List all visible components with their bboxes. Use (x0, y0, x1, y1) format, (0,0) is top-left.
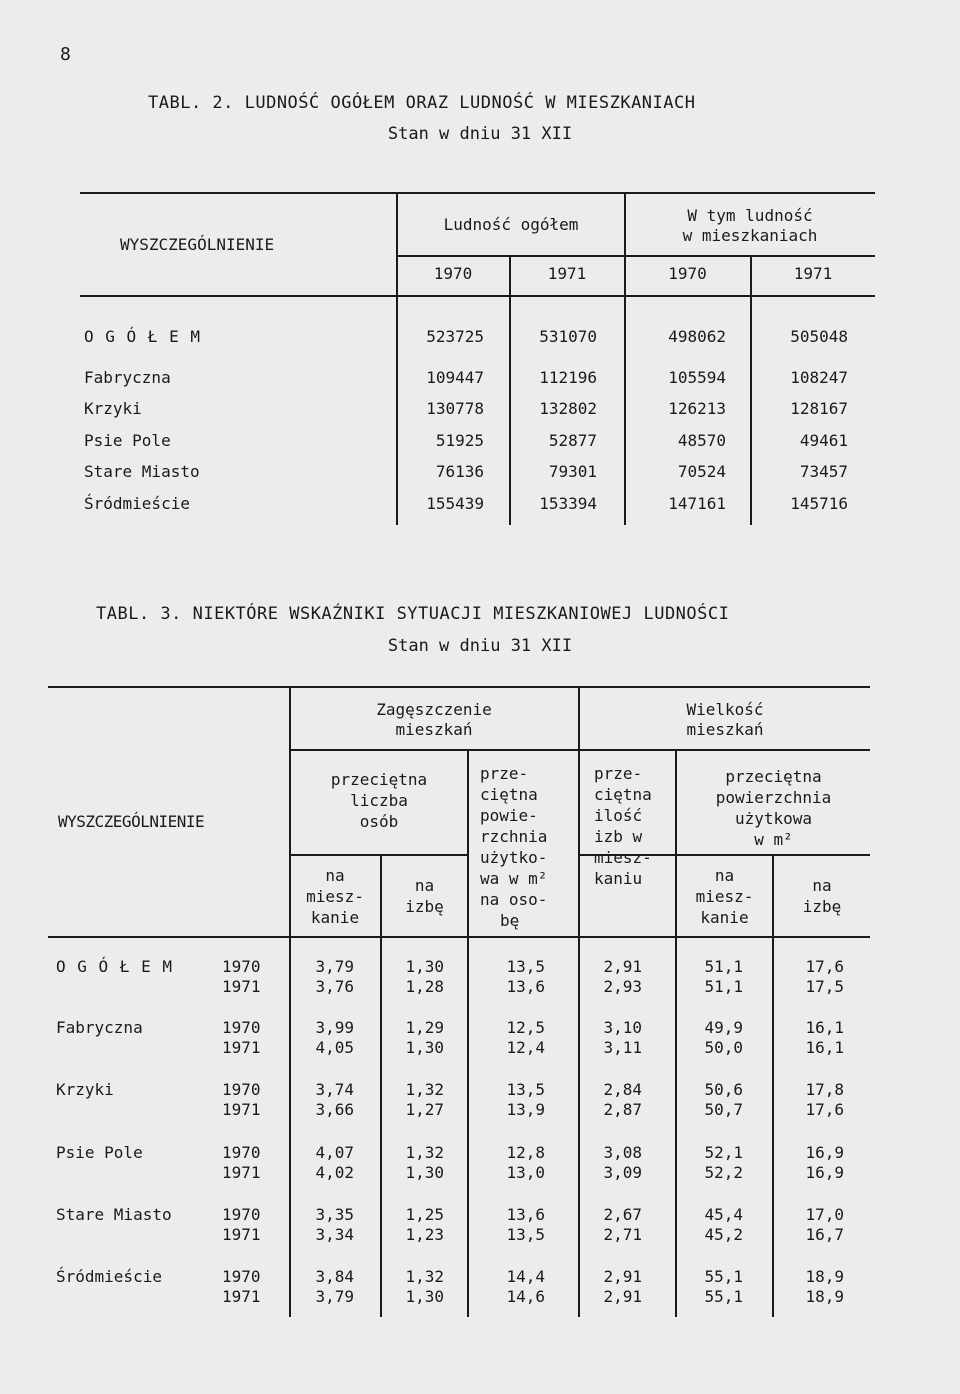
table3-row-year: 1970 (222, 1267, 261, 1286)
table2-row-label: Krzyki (84, 399, 142, 418)
header-text: powie- (480, 806, 538, 825)
table3-cell: 13,5 (506, 1225, 545, 1244)
table3-cell: 1,23 (405, 1225, 444, 1244)
table3-cell: 4,07 (315, 1143, 354, 1162)
table3-cell: 3,99 (315, 1018, 354, 1037)
header-text: bę (500, 911, 520, 930)
header-text: na (414, 876, 435, 895)
table3-cell: 13,5 (506, 957, 545, 976)
table3-cell: 13,9 (506, 1100, 545, 1119)
table3-row-year: 1971 (222, 1100, 261, 1119)
table3-cell: 12,5 (506, 1018, 545, 1037)
table2-cell: 531070 (539, 327, 597, 346)
table3-group1-header: Zagęszczenie (376, 700, 492, 719)
table2-row-label: O G Ó Ł E M (84, 327, 201, 346)
table3-group2-header: Wielkość (686, 700, 764, 719)
table2-cell: 145716 (790, 494, 848, 513)
table2-cell: 73457 (799, 462, 848, 481)
table3-cell: 45,4 (704, 1205, 743, 1224)
table3-cell: 3,76 (315, 977, 354, 996)
header-text: przeciętna (725, 767, 822, 786)
table3-cell: 13,0 (506, 1163, 545, 1182)
table3-group1-header: mieszkań (395, 720, 473, 739)
table3-row-year: 1970 (222, 1018, 261, 1037)
header-text: na oso- (480, 890, 548, 909)
header-text: izb w (594, 827, 643, 846)
table2-cell: 49461 (799, 431, 848, 450)
header-text: wa w m² (480, 869, 548, 888)
table3-cell: 12,4 (506, 1038, 545, 1057)
table3-cell: 2,91 (603, 1287, 642, 1306)
table3-cell: 2,87 (603, 1100, 642, 1119)
table2-group2-header: w mieszkaniach (682, 226, 818, 245)
table3-cell: 3,79 (315, 957, 354, 976)
table3-group2-header: mieszkań (686, 720, 764, 739)
table3-cell: 2,91 (603, 957, 642, 976)
table3-cell: 52,2 (704, 1163, 743, 1182)
header-text: izbę (802, 897, 842, 916)
table3-cell: 50,7 (704, 1100, 743, 1119)
table2-cell: 52877 (548, 431, 597, 450)
table2-cell: 51925 (435, 431, 484, 450)
table3-cell: 1,32 (405, 1080, 444, 1099)
table2-stub-header: WYSZCZEGÓLNIENIE (120, 235, 275, 254)
table3-row-year: 1971 (222, 1287, 261, 1306)
table3-cell: 16,1 (805, 1018, 844, 1037)
table3-row-year: 1970 (222, 1205, 261, 1224)
header-text: miesz- (695, 887, 754, 906)
header-text: prze- (480, 764, 529, 783)
table2-row-label: Stare Miasto (84, 462, 200, 481)
table2-cell: 79301 (548, 462, 597, 481)
table2-cell: 155439 (426, 494, 484, 513)
table3-cell: 49,9 (704, 1018, 743, 1037)
table3-cell: 1,27 (405, 1100, 444, 1119)
table2-subtitle: Stan w dniu 31 XII (387, 124, 573, 144)
table2-cell: 70524 (677, 462, 726, 481)
header-text: ciętna (480, 785, 538, 804)
table3-row-year: 1970 (222, 1143, 261, 1162)
table3-cell: 1,32 (405, 1267, 444, 1286)
header-text: kanie (700, 908, 749, 927)
table2-cell: 126213 (668, 399, 726, 418)
table2-row-label: Fabryczna (84, 368, 171, 387)
table3-cell: 2,71 (603, 1225, 642, 1244)
table3-cell: 16,7 (805, 1225, 844, 1244)
table3-cell: 1,28 (405, 977, 444, 996)
table2-year-header: 1971 (547, 264, 587, 283)
table3-cell: 2,67 (603, 1205, 642, 1224)
table3-row-label: Krzyki (56, 1080, 114, 1099)
header-text: na (714, 866, 735, 885)
header-text: na (812, 876, 832, 895)
table3-cell: 3,74 (315, 1080, 354, 1099)
table2-group1-header: Ludność ogółem (443, 215, 579, 234)
header-text: izbę (405, 897, 444, 916)
header-text: prze- (594, 764, 643, 783)
table3-stub-header: WYSZCZEGÓLNIENIE (58, 812, 205, 831)
header-text: osób (359, 812, 399, 831)
table2-cell: 76136 (435, 462, 484, 481)
table3-cell: 50,6 (704, 1080, 743, 1099)
header-text: ciętna (594, 785, 652, 804)
table3-cell: 45,2 (704, 1225, 743, 1244)
table3-cell: 1,30 (405, 957, 444, 976)
header-text: kanie (310, 908, 360, 927)
header-text: użytkowa (734, 809, 813, 828)
table3-cell: 1,30 (405, 1163, 444, 1182)
header-text: w m² (754, 830, 793, 849)
table2-cell: 108247 (790, 368, 848, 387)
table2-cell: 105594 (668, 368, 726, 387)
table3-cell: 55,1 (704, 1267, 743, 1286)
table3-cell: 1,30 (405, 1287, 444, 1306)
table2-cell: 128167 (790, 399, 848, 418)
table3-cell: 13,6 (506, 1205, 545, 1224)
table3-cell: 16,9 (805, 1163, 844, 1182)
table3-cell: 1,29 (405, 1018, 444, 1037)
table2-row-label: Psie Pole (84, 431, 171, 450)
page-number: 8 (60, 44, 71, 65)
table3-row-year: 1971 (222, 1225, 261, 1244)
table3-cell: 3,84 (315, 1267, 354, 1286)
table3-cell: 3,35 (315, 1205, 354, 1224)
table3-cell: 13,5 (506, 1080, 545, 1099)
header-text: kaniu (594, 869, 643, 888)
table2-cell: 112196 (539, 368, 597, 387)
table3-cell: 16,1 (805, 1038, 844, 1057)
table2-year-header: 1970 (433, 264, 473, 283)
table3-cell: 2,84 (603, 1080, 642, 1099)
header-text: liczba (350, 791, 408, 810)
table3-row-year: 1970 (222, 1080, 261, 1099)
table3-cell: 3,11 (603, 1038, 642, 1057)
table2-year-header: 1971 (793, 264, 833, 283)
table2-cell: 153394 (539, 494, 597, 513)
header-text: na (325, 866, 345, 885)
table2-year-header: 1970 (668, 264, 707, 283)
table3-cell: 17,6 (805, 957, 844, 976)
table3-cell: 51,1 (704, 957, 743, 976)
table3-row-label: Śródmieście (56, 1267, 162, 1286)
table3-cell: 18,9 (805, 1267, 844, 1286)
header-text: powierzchnia (715, 788, 832, 807)
table3-subtitle: Stan w dniu 31 XII (387, 636, 573, 656)
table3-cell: 16,9 (805, 1143, 844, 1162)
header-text: rzchnia (480, 827, 548, 846)
table3-cell: 17,6 (805, 1100, 844, 1119)
table3-cell: 55,1 (704, 1287, 743, 1306)
table2-cell: 130778 (426, 399, 484, 418)
table3-row-year: 1971 (222, 1038, 261, 1057)
table2-row-label: Śródmieście (84, 494, 190, 513)
table3-cell: 17,0 (805, 1205, 844, 1224)
table3-cell: 3,79 (315, 1287, 354, 1306)
table3-cell: 13,6 (506, 977, 545, 996)
table3-cell: 17,5 (805, 977, 844, 996)
table3-row-year: 1971 (222, 977, 261, 996)
table3-cell: 4,05 (315, 1038, 354, 1057)
table3-cell: 1,32 (405, 1143, 444, 1162)
header-text: ilość (594, 806, 643, 825)
table3-cell: 18,9 (805, 1287, 844, 1306)
table3-cell: 3,34 (315, 1225, 354, 1244)
table2-cell: 132802 (539, 399, 597, 418)
table3-row-label: O G Ó Ł E M (56, 957, 173, 976)
table3-cell: 52,1 (704, 1143, 743, 1162)
table2-cell: 109447 (426, 368, 484, 387)
table3-title: TABL. 3. NIEKTÓRE WSKAŹNIKI SYTUACJI MIESZKANIOWEJ LUDNOŚCI (96, 604, 730, 624)
table3-row-label: Fabryczna (56, 1018, 143, 1037)
table2-title: TABL. 2. LUDNOŚĆ OGÓŁEM ORAZ LUDNOŚĆ W MIESZKANIACH (148, 93, 696, 113)
table2-cell: 505048 (790, 327, 848, 346)
table3-cell: 3,08 (603, 1143, 642, 1162)
header-text: miesz- (306, 887, 364, 906)
table3-row-label: Psie Pole (56, 1143, 143, 1162)
table3-cell: 3,10 (603, 1018, 642, 1037)
table2-cell: 523725 (426, 327, 484, 346)
table3-cell: 17,8 (805, 1080, 844, 1099)
table2-group2-header: W tym ludność (687, 206, 813, 225)
table3-cell: 2,91 (603, 1267, 642, 1286)
table2-cell: 498062 (668, 327, 726, 346)
table3-cell: 12,8 (506, 1143, 545, 1162)
table3-cell: 3,09 (603, 1163, 642, 1182)
table3-cell: 51,1 (704, 977, 743, 996)
table3-row-year: 1970 (222, 957, 261, 976)
table3-cell: 14,4 (506, 1267, 545, 1286)
table2-cell: 147161 (668, 494, 726, 513)
table3-cell: 2,93 (603, 977, 642, 996)
table3-row-year: 1971 (222, 1163, 261, 1182)
table3-cell: 50,0 (704, 1038, 743, 1057)
table3-cell: 3,66 (315, 1100, 354, 1119)
table2-cell: 48570 (677, 431, 726, 450)
table3-cell: 14,6 (506, 1287, 545, 1306)
header-text: użytko- (480, 848, 548, 867)
table3-cell: 1,25 (405, 1205, 444, 1224)
header-text: przeciętna (330, 770, 428, 789)
table3-cell: 4,02 (315, 1163, 354, 1182)
table3-row-label: Stare Miasto (56, 1205, 172, 1224)
table3-cell: 1,30 (405, 1038, 444, 1057)
header-text: miesz- (594, 848, 652, 867)
